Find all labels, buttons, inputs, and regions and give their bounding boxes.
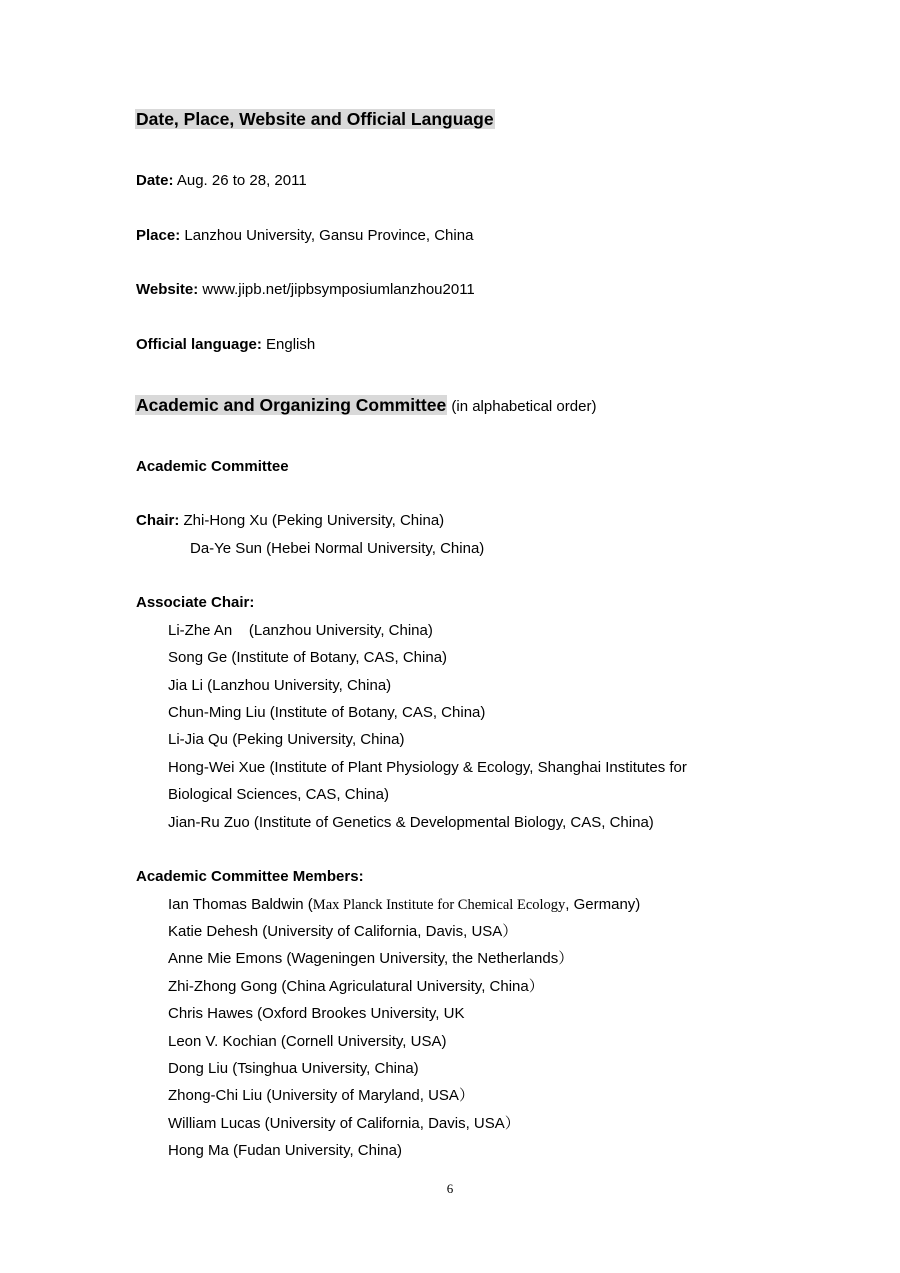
associate-chair-label: Associate Chair: — [136, 594, 255, 611]
heading-text: Date, Place, Website and Official Language — [136, 109, 494, 129]
associate-chair-item: Jian-Ru Zuo (Institute of Genetics & Developmental Biology, CAS, China) — [168, 814, 654, 831]
academic-committee-title: Academic Committee — [136, 458, 289, 475]
date-value: Aug. 26 to 28, 2011 — [173, 172, 307, 189]
member-name: Ian Thomas Baldwin ( — [168, 896, 313, 913]
member-item: Hong Ma (Fudan University, China) — [168, 1142, 402, 1159]
heading-text: Academic and Organizing Committee — [136, 395, 447, 415]
chair-name: Zhi-Hong Xu (Peking University, China) — [179, 512, 445, 529]
date-label: Date: — [136, 172, 174, 189]
members-label: Academic Committee Members: — [136, 868, 364, 885]
chair-line-1 — [136, 511, 444, 531]
place-label: Place: — [136, 227, 181, 244]
language-line — [136, 335, 315, 355]
associate-chair-item: Song Ge (Institute of Botany, CAS, China) — [168, 649, 448, 666]
language-label: Official language: — [136, 336, 262, 353]
member-item: Zhi-Zhong Gong (China Agriculatural University, China） — [168, 978, 544, 995]
website-label: Website: — [136, 281, 199, 298]
chair-line-2: Da-Ye Sun (Hebei Normal University, China) — [190, 540, 485, 557]
member-item: Dong Liu (Tsinghua University, China) — [168, 1060, 419, 1077]
associate-chair-item: Jia Li (Lanzhou University, China) — [168, 677, 392, 694]
associate-chair-item: Li-Jia Qu (Peking University, China) — [168, 731, 405, 748]
member-item — [168, 895, 640, 915]
date-line — [136, 171, 307, 191]
associate-chair-item: Li-Zhe An (Lanzhou University, China) — [168, 622, 433, 639]
associate-chair-item: Hong-Wei Xue (Institute of Plant Physiology & Ecology, Shanghai Institutes for — [168, 759, 687, 776]
section-heading-committee — [135, 395, 596, 417]
associate-chair-item: Chun-Ming Liu (Institute of Botany, CAS, China) — [168, 704, 486, 721]
place-value: Lanzhou University, Gansu Province, China — [180, 227, 474, 244]
member-tail: , Germany) — [565, 896, 641, 913]
member-item: Anne Mie Emons (Wageningen University, the Netherlands） — [168, 950, 574, 967]
page-number: 6 — [446, 1181, 454, 1196]
section-heading-date-place — [135, 109, 495, 131]
member-item: William Lucas (University of California, Davis, USA） — [168, 1115, 520, 1132]
member-item: Leon V. Kochian (Cornell University, USA) — [168, 1033, 447, 1050]
language-value: English — [261, 336, 316, 353]
chair-label: Chair: — [136, 512, 180, 529]
member-item: Chris Hawes (Oxford Brookes University, UK — [168, 1005, 465, 1022]
associate-chair-item-continued: Biological Sciences, CAS, China) — [168, 786, 389, 803]
member-item: Zhong-Chi Liu (University of Maryland, USA） — [168, 1087, 474, 1104]
member-item: Katie Dehesh (University of California, Davis, USA） — [168, 923, 518, 940]
website-value: www.jipb.net/jipbsymposiumlanzhou2011 — [198, 281, 475, 298]
member-institution: Max Planck Institute for Chemical Ecology — [312, 897, 566, 913]
website-line — [136, 280, 475, 300]
place-line — [136, 226, 473, 246]
heading-note: (in alphabetical order) — [447, 398, 597, 415]
